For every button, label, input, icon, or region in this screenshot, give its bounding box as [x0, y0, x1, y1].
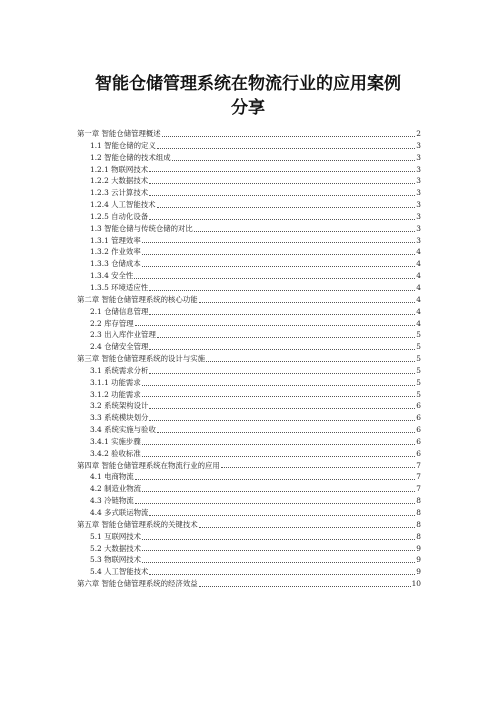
toc-entry[interactable] [77, 554, 421, 566]
table-of-contents [77, 128, 421, 590]
toc-page-number: 3 [416, 200, 421, 210]
toc-entry[interactable] [77, 365, 421, 377]
toc-page-number: 6 [416, 436, 421, 446]
toc-entry[interactable] [77, 140, 421, 152]
toc-entry[interactable] [77, 329, 421, 341]
toc-leader-dots [157, 432, 415, 433]
toc-entry-text: 1.2.1 物联网技术 [90, 164, 149, 174]
toc-entry[interactable] [77, 164, 421, 176]
toc-leader-dots [142, 562, 415, 563]
toc-entry-text: 4.4 多式联运物流 [90, 508, 149, 517]
toc-entry[interactable] [77, 377, 421, 389]
toc-entry-text: 1.2.4 人工智能技术 [90, 200, 156, 210]
toc-entry-text: 1.3.1 管理效率 [90, 235, 141, 245]
toc-entry-text: 1.3.2 作业效率 [90, 247, 141, 257]
toc-entry[interactable] [77, 187, 421, 199]
toc-leader-dots [149, 290, 415, 291]
toc-leader-dots [142, 550, 415, 551]
toc-entry[interactable] [77, 531, 421, 543]
toc-leader-dots [199, 586, 411, 587]
toc-page-number: 4 [416, 247, 421, 257]
toc-entry-text: 4.2 制造业物流 [90, 484, 142, 494]
toc-page-number: 7 [416, 484, 421, 494]
toc-page-number: 7 [416, 460, 421, 470]
toc-entry-text: 4.3 冷链物流 [90, 496, 134, 506]
toc-entry-text: 3.4.1 实施步骤 [90, 436, 141, 446]
toc-page-number: 3 [416, 164, 421, 174]
toc-leader-dots [142, 266, 416, 267]
toc-entry[interactable] [77, 578, 421, 590]
toc-entry[interactable] [77, 566, 421, 578]
toc-page-number: 9 [416, 555, 421, 565]
toc-page-number: 5 [416, 354, 421, 364]
toc-entry-text: 3.4.2 验收标准 [90, 448, 141, 458]
toc-entry-text: 1.3.5 环境适应性 [90, 282, 149, 292]
toc-entry-text: 3.1.2 功能需求 [90, 389, 141, 399]
toc-entry[interactable] [77, 519, 421, 531]
toc-leader-dots [199, 527, 416, 528]
toc-entry[interactable] [77, 341, 421, 353]
toc-entry[interactable] [77, 389, 421, 401]
toc-leader-dots [162, 136, 416, 137]
toc-page-number: 7 [416, 472, 421, 482]
toc-leader-dots [149, 574, 415, 575]
toc-entry-text: 1.2.3 云计算技术 [90, 188, 149, 198]
toc-page-number: 4 [416, 271, 421, 281]
toc-leader-dots [142, 242, 416, 243]
toc-entry[interactable] [77, 306, 421, 318]
toc-leader-dots [149, 420, 415, 421]
toc-leader-dots [142, 539, 415, 540]
toc-page-number: 3 [416, 223, 421, 233]
toc-entry-text: 5.2 大数据技术 [90, 543, 142, 553]
toc-leader-dots [149, 314, 415, 315]
toc-entry-text: 3.1.1 功能需求 [90, 377, 141, 387]
toc-page-number: 4 [416, 318, 421, 328]
toc-entry-text: 5.4 人工智能技术 [90, 567, 149, 577]
toc-page-number: 2 [416, 129, 421, 138]
toc-page-number: 6 [416, 425, 421, 435]
toc-entry-text: 第六章 智能仓储管理系统的经济效益 [77, 579, 198, 589]
toc-entry[interactable] [77, 471, 421, 483]
toc-leader-dots [194, 231, 416, 232]
toc-entry-text: 第二章 智能仓储管理系统的核心功能 [77, 294, 198, 304]
toc-entry-text: 3.3 系统模块划分 [90, 413, 149, 423]
toc-page-number: 3 [416, 188, 421, 198]
toc-page-number: 6 [416, 413, 421, 423]
toc-leader-dots [142, 254, 416, 255]
toc-entry[interactable] [77, 223, 421, 235]
toc-page-number: 4 [416, 282, 421, 292]
toc-page-number: 10 [411, 579, 421, 589]
toc-entry[interactable] [77, 235, 421, 247]
toc-entry-text: 4.1 电商物流 [90, 472, 134, 482]
toc-leader-dots [142, 385, 416, 386]
toc-entry[interactable] [77, 353, 421, 365]
toc-entry-text: 1.2.2 大数据技术 [90, 176, 149, 186]
toc-entry[interactable] [77, 152, 421, 164]
toc-entry[interactable] [77, 128, 421, 140]
toc-entry[interactable] [77, 270, 421, 282]
toc-leader-dots [149, 195, 415, 196]
toc-leader-dots [142, 491, 415, 492]
toc-leader-dots [142, 444, 416, 445]
toc-entry[interactable] [77, 495, 421, 507]
toc-entry[interactable] [77, 412, 421, 424]
toc-page-number: 9 [416, 543, 421, 553]
toc-leader-dots [149, 349, 415, 350]
toc-page-number: 5 [416, 365, 421, 375]
toc-entry[interactable] [77, 507, 421, 519]
toc-leader-dots [149, 183, 415, 184]
toc-page-number: 8 [416, 519, 421, 529]
toc-entry[interactable] [77, 199, 421, 211]
toc-entry[interactable] [77, 448, 421, 460]
toc-leader-dots [135, 479, 416, 480]
toc-entry-text: 3.2 系统架构设计 [90, 401, 149, 411]
toc-entry[interactable] [77, 436, 421, 448]
toc-leader-dots [149, 219, 415, 220]
toc-leader-dots [157, 207, 416, 208]
title-line-1: 智能仓储管理系统在物流行业的应用案例 [95, 74, 401, 94]
toc-leader-dots [157, 148, 415, 149]
toc-entry[interactable] [77, 400, 421, 412]
toc-page-number: 8 [416, 508, 421, 517]
toc-page-number: 4 [416, 294, 421, 304]
toc-page-number: 4 [416, 259, 421, 269]
title-line-2: 分享 [231, 98, 265, 118]
toc-page-number: 9 [416, 567, 421, 577]
toc-entry[interactable] [77, 543, 421, 555]
toc-entry-text: 第五章 智能仓储管理系统的关键技术 [77, 519, 198, 529]
toc-page-number: 8 [416, 531, 421, 541]
toc-leader-dots [149, 408, 415, 409]
toc-leader-dots [149, 373, 415, 374]
toc-page-number: 6 [416, 401, 421, 411]
toc-leader-dots [157, 337, 415, 338]
toc-entry-text: 2.3 出入库作业管理 [90, 330, 156, 340]
toc-page-number: 3 [416, 140, 421, 150]
toc-page-number: 5 [416, 342, 421, 352]
toc-entry[interactable] [77, 246, 421, 258]
toc-entry-text: 第一章 智能仓储管理概述 [77, 129, 161, 138]
toc-page-number: 5 [416, 377, 421, 387]
toc-leader-dots [221, 467, 416, 468]
toc-entry-text: 第三章 智能仓储管理系统的设计与实施 [77, 354, 205, 364]
toc-page-number: 5 [416, 389, 421, 399]
toc-page-number: 3 [416, 235, 421, 245]
toc-entry-text: 5.1 互联网技术 [90, 531, 142, 541]
toc-entry[interactable] [77, 483, 421, 495]
document-title [0, 72, 496, 120]
toc-entry[interactable] [77, 318, 421, 330]
toc-leader-dots [135, 325, 416, 326]
toc-page-number: 3 [416, 176, 421, 186]
toc-entry[interactable] [77, 211, 421, 223]
toc-leader-dots [206, 361, 415, 362]
toc-page-number: 4 [416, 306, 421, 316]
toc-entry-text: 2.1 仓储信息管理 [90, 306, 149, 316]
toc-entry[interactable] [77, 282, 421, 294]
toc-leader-dots [142, 456, 416, 457]
toc-leader-dots [134, 278, 415, 279]
toc-page-number: 3 [416, 211, 421, 221]
toc-leader-dots [149, 171, 415, 172]
toc-entry-text: 5.3 物联网技术 [90, 555, 142, 565]
toc-entry-text: 2.4 仓储安全管理 [90, 342, 149, 352]
toc-page-number: 6 [416, 448, 421, 458]
toc-leader-dots [149, 515, 415, 516]
toc-entry-text: 1.3.3 仓储成本 [90, 259, 141, 269]
toc-entry[interactable] [77, 258, 421, 270]
toc-page-number: 5 [416, 330, 421, 340]
toc-entry-text: 1.2.5 自动化设备 [90, 211, 149, 221]
toc-entry[interactable] [77, 294, 421, 306]
toc-page-number: 8 [416, 496, 421, 506]
toc-entry[interactable] [77, 424, 421, 436]
toc-entry[interactable] [77, 460, 421, 472]
toc-entry[interactable] [77, 175, 421, 187]
toc-entry-text: 2.2 库存管理 [90, 318, 134, 328]
toc-entry-text: 3.1 系统需求分析 [90, 365, 149, 375]
toc-entry-text: 第四章 智能仓储管理系统在物流行业的应用 [77, 460, 220, 470]
toc-leader-dots [172, 160, 416, 161]
toc-leader-dots [199, 302, 416, 303]
toc-page-number: 3 [416, 152, 421, 162]
toc-leader-dots [135, 503, 416, 504]
toc-entry-text: 1.1 智能仓储的定义 [90, 140, 156, 150]
toc-entry-text: 1.3 智能仓储与传统仓储的对比 [90, 223, 193, 233]
toc-entry-text: 1.3.4 安全性 [90, 271, 134, 281]
toc-entry-text: 3.4 系统实施与验收 [90, 425, 156, 435]
toc-leader-dots [142, 396, 416, 397]
toc-entry-text: 1.2 智能仓储的技术组成 [90, 152, 171, 162]
